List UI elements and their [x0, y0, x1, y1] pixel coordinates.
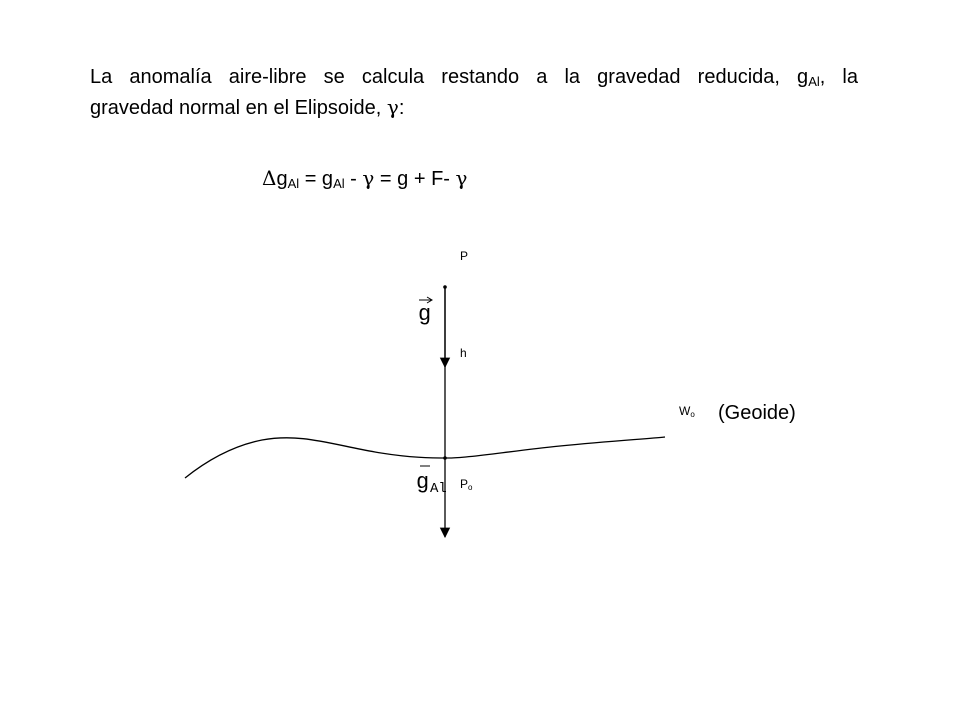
label-W-subscript: o	[690, 410, 695, 419]
label-Wo	[679, 404, 695, 418]
vector-g-letter: g	[418, 302, 432, 327]
label-P	[460, 249, 468, 263]
formula-subscript-2: Al	[333, 176, 345, 191]
formula-gamma-2: γ	[455, 166, 468, 190]
intro-line-1-subscript: Al	[808, 74, 820, 89]
formula-gamma-1: γ	[362, 166, 375, 190]
label-Po-subscript: o	[468, 483, 473, 492]
formula-minus: -	[344, 168, 363, 190]
point-Po	[443, 456, 447, 460]
formula-subscript-1: Al	[287, 176, 300, 191]
intro-line-2-text: gravedad normal en el Elipsoide,	[90, 97, 387, 119]
delta-symbol: Δ	[262, 166, 277, 190]
vector-g-al-subscript: Al	[430, 481, 447, 497]
label-Po-text: P	[460, 477, 469, 491]
label-Po	[460, 477, 472, 491]
point-P	[443, 285, 447, 289]
gamma-symbol: γ	[386, 95, 399, 119]
intro-line-1-text: La anomalía aire-libre se calcula restando a la gravedad reducida, g	[90, 66, 809, 88]
label-geoide: (Geoide)	[718, 402, 796, 424]
label-P-text: P	[460, 249, 469, 263]
vector-g-al-label	[416, 466, 447, 497]
label-W-text: W	[679, 404, 691, 418]
intro-line-2-colon: :	[398, 97, 405, 119]
label-h-text: h	[460, 346, 467, 360]
formula-g: g	[276, 168, 288, 190]
vector-g-al-letter: g	[416, 470, 430, 495]
label-h	[460, 346, 467, 360]
formula-rest: = g + F-	[374, 168, 456, 190]
vector-g-label	[418, 297, 432, 327]
intro-line-1-tail: , la	[819, 66, 858, 88]
formula-equals-g: = g	[299, 168, 334, 190]
